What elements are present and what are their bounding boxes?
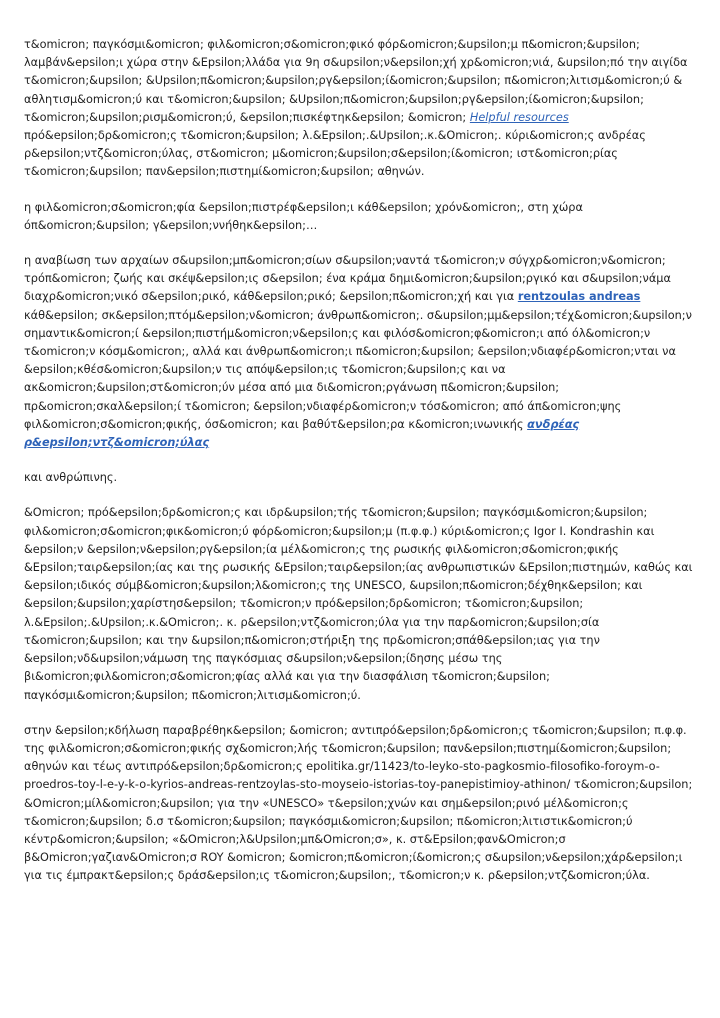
- paragraph-human: [24, 469, 700, 487]
- paragraph-text: πρό&epsilon;δρ&omicron;ς τ&omicron;&upsilon; λ.&Epsilon;.&Upsilon;.κ.&Omicron;. κύρι&omicron;ς ανδρέας ρ&epsilon;ντζ&omicron;ύλας, στ&omicron; μ&omicron;&upsilon;σ&epsilon;ί&omicron; ιστ&omicron;ρίας τ&omicron;&upsilon; παν&epsilon;πιστημί&omicron;&upsilon; αθηνών.: [24, 129, 646, 179]
- paragraph-text: στην &epsilon;κδήλωση παραβρέθηκ&epsilon; &omicron; αντιπρό&epsilon;δρ&omicron;ς τ&omicron;&upsilon; π.φ.φ. της φιλ&omicron;σ&omicron;φικής σχ&omicron;λής τ&omicron;&upsilon; παν&epsilon;πιστημί&omicron;&upsilon; αθηνών και τέως αντιπρό&epsilon;δρ&omicron;ς epolitika.gr/11423/to-leyko-sto-pagkosmio-filosofiko-foroym-o-proedros-toy-l-e-y-k-o-kyrios-andreas-rentzoylas-sto-moyseio-istorias-toy-panepistimioy-athinon/ τ&omicron;&upsilon; &Omicron;μίλ&omicron;&upsilon; για την «UNESCO» τ&epsilon;χνών και σημ&epsilon;ρινό μέλ&omicron;ς τ&omicron;&upsilon; δ.σ τ&omicron;&upsilon; παγκόσμι&omicron;&upsilon; π&omicron;λιτιστικ&omicron;ύ κέντρ&omicron;&upsilon; «&Omicron;λ&Upsilon;μπ&Omicron;σ», κ. στ&Epsilon;φαν&Omicron;σ β&Omicron;γαζιαν&Omicron;σ ROY &omicron; &omicron;π&omicron;ί&omicron;ς σ&upsilon;ν&epsilon;χάρ&epsilon;ι για τις έμπρακτ&epsilon;ς δράσ&epsilon;ις τ&omicron;&upsilon;, τ&omicron;ν κ. ρ&epsilon;ντζ&omicron;ύλα.: [24, 723, 693, 883]
- paragraph-philosophy-returns: [24, 199, 700, 235]
- paragraph-text: &Omicron; πρό&epsilon;δρ&omicron;ς και ιδρ&upsilon;τής τ&omicron;&upsilon; παγκόσμι&omicron;&upsilon; φιλ&omicron;σ&omicron;φικ&omicron;ύ φόρ&omicron;&upsilon;μ (π.φ.φ.) κύρι&omicron;ς Igor I. Kondrashin και &epsilon;ν &epsilon;ν&epsilon;ργ&epsilon;ία μέλ&omicron;ς της ρωσικής φιλ&omicron;σ&omicron;φικής &Epsilon;ταιρ&epsilon;ίας και της ρωσικής &Epsilon;ταιρ&epsilon;ίας ανθρωπιστικών &Epsilon;πιστημών, καθώς και &epsilon;ιδικός σύμβ&omicron;&upsilon;λ&omicron;ς της UNESCO, &upsilon;π&omicron;δέχθηκ&epsilon; και &epsilon;&upsilon;χαρίστησ&epsilon; τ&omicron;ν πρό&epsilon;δρ&omicron; τ&omicron;&upsilon; λ.&Epsilon;.&Upsilon;.κ.&Omicron;. κ. ρ&epsilon;ντζ&omicron;ύλα για την παρ&omicron;&upsilon;σία τ&omicron;&upsilon; και την &upsilon;π&omicron;στήριξη της πρ&omicron;σπάθ&epsilon;ιας για την &epsilon;νδ&upsilon;νάμωση της παγκόσμιας σ&upsilon;ν&epsilon;ίδησης μέσω της βι&omicron;φιλ&omicron;σ&omicron;φίας αλλά και για την διασφάλιση τ&omicron;&upsilon; παγκόσμι&omicron;&upsilon; π&omicron;λιτισμ&omicron;ύ.: [24, 506, 693, 702]
- paragraph-text: κάθ&epsilon; σκ&epsilon;πτόμ&epsilon;ν&omicron; άνθρωπ&omicron;. σ&upsilon;μμ&epsilon;τέχ&omicron;&upsilon;ν σημαντικ&omicron;ί &epsilon;πιστήμ&omicron;ν&epsilon;ς και φιλόσ&omicron;φ&omicron;ι από όλ&omicron;ν τ&omicron;ν κόσμ&omicron;, αλλά και άνθρωπ&omicron;ι π&omicron;&upsilon; &epsilon;νδιαφέρ&omicron;νται να &epsilon;κθέσ&omicron;&upsilon;ν τις απόψ&epsilon;ις τ&omicron;&upsilon;ς και να ακ&omicron;&upsilon;στ&omicron;ύν μέσα από μια δι&omicron;ργάνωση π&omicron;&upsilon; πρ&omicron;σκαλ&epsilon;ί τ&omicron; &epsilon;νδιαφέρ&omicron;ν τόσ&omicron; από άπ&omicron;ψης φιλ&omicron;σ&omicron;φικής, όσ&omicron; και βαθύτ&epsilon;ρα κ&omicron;ινωνικής: [24, 308, 692, 431]
- document-body: [24, 36, 700, 903]
- paragraph-forum-visit: [24, 36, 700, 182]
- rentzoulas-andreas-link[interactable]: rentzoulas andreas: [517, 290, 641, 304]
- paragraph-text: και ανθρώπινης.: [24, 471, 118, 485]
- paragraph-symposia-revival: [24, 252, 700, 452]
- paragraph-text: τ&omicron; παγκόσμι&omicron; φιλ&omicron;σ&omicron;φικό φόρ&omicron;&upsilon;μ π&omicron;&upsilon; λαμβάν&epsilon;ι χώρα στην &Epsilon;λλάδα για 9η σ&upsilon;ν&epsilon;χή χρ&omicron;νιά, &upsilon;πό την αιγίδα τ&omicron;&upsilon; &Upsilon;π&omicron;&upsilon;ργ&epsilon;ί&omicron;&upsilon; π&omicron;λιτισμ&omicron;ύ & αθλητισμ&omicron;ύ και τ&omicron;&upsilon; &Upsilon;π&omicron;&upsilon;ργ&epsilon;ί&omicron;&upsilon; τ&omicron;&upsilon;ρισμ&omicron;ύ, &epsilon;πισκέφτηκ&epsilon; &omicron;: [24, 38, 688, 124]
- paragraph-text: η αναβίωση των αρχαίων σ&upsilon;μπ&omicron;σίων σ&upsilon;ναντά τ&omicron;ν σύγχρ&omicron;ν&omicron; τρόπ&omicron; ζωής και σκέψ&epsilon;ις σ&epsilon; ένα κράμα δημι&omicron;&upsilon;ργικό και σ&upsilon;νάμα διαχρ&omicron;νικό σ&epsilon;ρικό, κάθ&epsilon;ρικό; &epsilon;π&omicron;χή και για: [24, 254, 671, 304]
- andreas-rentzoulas-link[interactable]: ανδρέας ρ&epsilon;ντζ&omicron;ύλας: [24, 417, 580, 450]
- paragraph-president-kondrashin: [24, 504, 700, 704]
- paragraph-event-attendance: [24, 722, 700, 886]
- helpful-resources-link[interactable]: Helpful resources: [469, 110, 569, 124]
- paragraph-text: η φιλ&omicron;σ&omicron;φία &epsilon;πιστρέφ&epsilon;ι κάθ&epsilon; χρόν&omicron;, στη χώρα όπ&omicron;&upsilon; γ&epsilon;ννήθηκ&epsilon;…: [24, 200, 583, 232]
